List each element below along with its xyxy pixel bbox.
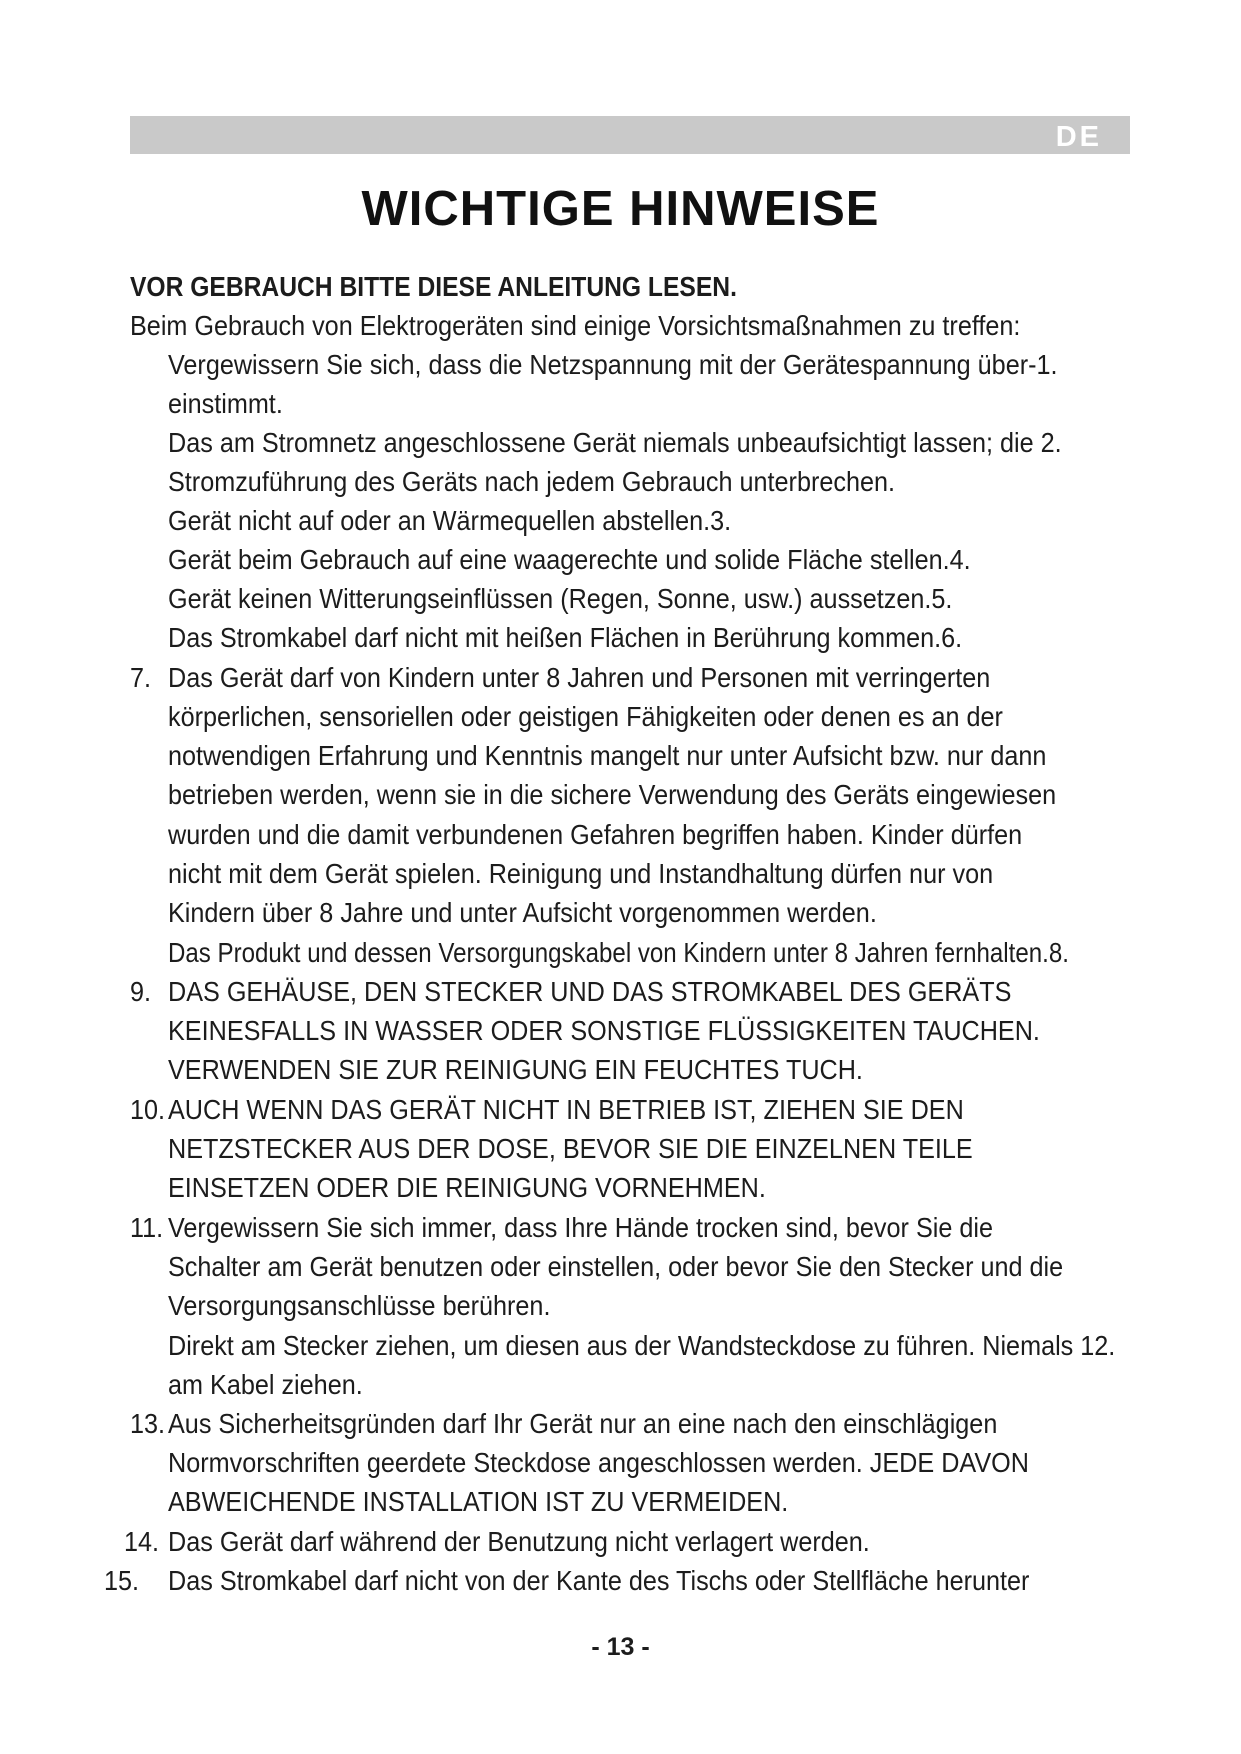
list-item-line: Vergewissern Sie sich immer, dass Ihre Hände trocken sind, bevor Sie die bbox=[168, 1212, 994, 1243]
list-item-line: nicht mit dem Gerät spielen. Reinigung und Instandhaltung dürfen nur von bbox=[168, 858, 994, 889]
language-bar bbox=[130, 116, 1130, 154]
list-item-line: betrieben werden, wenn sie in die sichere Verwendung des Geräts eingewiesen bbox=[168, 779, 1057, 810]
list-item-line: Das Gerät darf während der Benutzung nicht verlagert werden. bbox=[168, 1526, 870, 1557]
language-code: DE bbox=[1055, 121, 1102, 153]
list-item-line: Direkt am Stecker ziehen, um diesen aus der Wandsteckdose zu führen. Niemals 12. bbox=[168, 1330, 1116, 1361]
list-item-line: wurden und die damit verbundenen Gefahren begriffen haben. Kinder dürfen bbox=[168, 819, 1023, 850]
list-item-line: Das Gerät darf von Kindern unter 8 Jahren und Personen mit verringerten bbox=[168, 662, 991, 693]
list-item-line: Gerät keinen Witterungseinflüssen (Regen, Sonne, usw.) aussetzen.5. bbox=[168, 583, 953, 614]
list-item-line: Normvorschriften geerdete Steckdose angeschlossen werden. JEDE DAVON bbox=[168, 1447, 1029, 1478]
list-item-line: Das Stromkabel darf nicht mit heißen Flächen in Berührung kommen.6. bbox=[168, 622, 963, 653]
list-item-number: 15. bbox=[104, 1565, 140, 1596]
list-item-number: 9. bbox=[130, 976, 152, 1007]
list-item-line: DAS GEHÄUSE, DEN STECKER UND DAS STROMKABEL DES GERÄTS bbox=[168, 976, 1012, 1007]
list-item-line: Vergewissern Sie sich, dass die Netzspannung mit der Gerätespannung über-1. bbox=[168, 349, 1058, 380]
list-item-line: KEINESFALLS IN WASSER ODER SONSTIGE FLÜSSIGKEITEN TAUCHEN. bbox=[168, 1015, 1040, 1046]
list-item-line: Kindern über 8 Jahre und unter Aufsicht vorgenommen werden. bbox=[168, 897, 877, 928]
list-item-line: EINSETZEN ODER DIE REINIGUNG VORNEHMEN. bbox=[168, 1172, 766, 1203]
list-item-line: Gerät beim Gebrauch auf eine waagerechte und solide Fläche stellen.4. bbox=[168, 544, 971, 575]
list-item-line: einstimmt. bbox=[168, 388, 283, 419]
list-item-line: ABWEICHENDE INSTALLATION IST ZU VERMEIDEN. bbox=[168, 1486, 789, 1517]
list-item-line: VERWENDEN SIE ZUR REINIGUNG EIN FEUCHTES TUCH. bbox=[168, 1054, 863, 1085]
list-item-number: 14. bbox=[124, 1526, 160, 1557]
list-item-line: Gerät nicht auf oder an Wärmequellen abstellen.3. bbox=[168, 505, 732, 536]
list-item-line: notwendigen Erfahrung und Kenntnis mangelt nur unter Aufsicht bzw. nur dann bbox=[168, 740, 1047, 771]
list-item-line: Das Produkt und dessen Versorgungskabel von Kindern unter 8 Jahren fernhalten.8. bbox=[168, 937, 1069, 968]
list-item-number: 13. bbox=[130, 1408, 166, 1439]
list-item-number: 11. bbox=[130, 1212, 164, 1243]
list-item-line: Versorgungsanschlüsse berühren. bbox=[168, 1290, 551, 1321]
list-item-line: AUCH WENN DAS GERÄT NICHT IN BETRIEB IST, ZIEHEN SIE DEN bbox=[168, 1094, 964, 1125]
list-item-line: körperlichen, sensoriellen oder geistigen Fähigkeiten oder denen es an der bbox=[168, 701, 1003, 732]
list-item-line: Schalter am Gerät benutzen oder einstellen, oder bevor Sie den Stecker und die bbox=[168, 1251, 1064, 1282]
list-item-line: NETZSTECKER AUS DER DOSE, BEVOR SIE DIE EINZELNEN TEILE bbox=[168, 1133, 973, 1164]
list-item-line: am Kabel ziehen. bbox=[168, 1369, 363, 1400]
intro-heading: VOR GEBRAUCH BITTE DIESE ANLEITUNG LESEN. bbox=[130, 271, 737, 302]
list-item-line: Das am Stromnetz angeschlossene Gerät niemals unbeaufsichtigt lassen; die 2. bbox=[168, 427, 1062, 458]
page-number: - 13 - bbox=[591, 1633, 650, 1661]
list-item-number: 10. bbox=[130, 1094, 166, 1125]
list-item-line: Das Stromkabel darf nicht von der Kante des Tischs oder Stellfläche herunter bbox=[168, 1565, 1030, 1596]
list-item-number: 7. bbox=[130, 662, 152, 693]
intro-text: Beim Gebrauch von Elektrogeräten sind einige Vorsichtsmaßnahmen zu treffen: bbox=[130, 310, 1021, 341]
list-item-line: Stromzuführung des Geräts nach jedem Gebrauch unterbrechen. bbox=[168, 466, 896, 497]
page-title: WICHTIGE HINWEISE bbox=[361, 182, 880, 236]
list-item-line: Aus Sicherheitsgründen darf Ihr Gerät nur an eine nach den einschlägigen bbox=[168, 1408, 998, 1439]
